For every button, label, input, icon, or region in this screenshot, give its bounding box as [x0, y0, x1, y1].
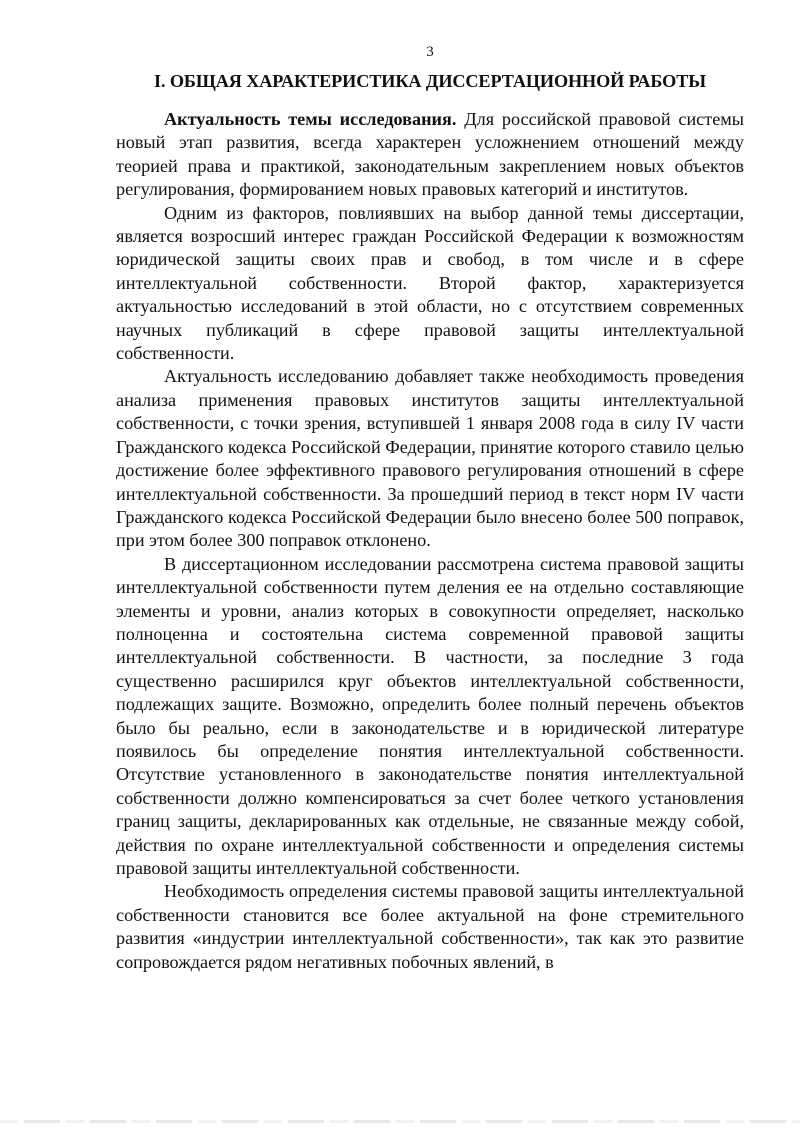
paragraph-text: Для российской правовой системы новый этап развития, всегда характерен усложнением отношений между теорией права и практикой, законодательным закреплением новых объектов регулирования, формированием новых правовых категорий и институтов. — [116, 109, 744, 200]
paragraph-factors — [116, 202, 744, 366]
page-number: 3 — [426, 44, 434, 60]
paragraph-system — [116, 553, 744, 881]
document-page — [116, 42, 744, 974]
paragraph-relevance — [116, 108, 744, 202]
paragraph-necessity — [116, 880, 744, 974]
paragraph-text: Актуальность исследованию добавляет также необходимость проведения анализа применения правовых институтов защиты интеллектуальной собственности, с точки зрения, вступившей 1 января 2008 года в силу IV части Гражданского кодекса Российской Федерации, принятие которого ставило целью достижение более эффективного правового регулирования отношений в сфере интеллектуальной собственности. За прошедший период в текст норм IV части Гражданского кодекса Российской Федерации было внесено более 500 поправок, при этом более 300 поправок отклонено. — [116, 366, 744, 551]
paragraph-text: В диссертационном исследовании рассмотрена система правовой защиты интеллектуальной собственности путем деления ее на отдельно составляющие элементы и уровни, анализ которых в совокупности определяет, насколько полноценна и состоятельна система современной правовой защиты интеллектуальной собственности. В частности, за последние 3 года существенно расширился круг объектов интеллектуальной собственности, подлежащих защите. Возможно, определить более полный перечень объектов было бы реально, если в законодательстве и в юридической литературе появилось бы определение понятия интеллектуальной собственности. Отсутствие установленного в законодательстве понятия интеллектуальной собственности должно компенсироваться за счет более четкого установления границ защиты, декларированных как отдельные, не связанные между собой, действия по охране интеллектуальной собственности и определения системы правовой защиты интеллектуальной собственности. — [116, 553, 744, 878]
paragraph-lead: Актуальность темы исследования. — [164, 109, 457, 129]
paragraph-civil-code — [116, 365, 744, 552]
section-heading: I. ОБЩАЯ ХАРАКТЕРИСТИКА ДИССЕРТАЦИОННОЙ РАБОТЫ — [154, 71, 706, 91]
scan-artifact-line — [0, 1120, 800, 1123]
paragraph-text: Одним из факторов, повлиявших на выбор данной темы диссертации, является возросший интерес граждан Российской Федерации к возможностям юридической защиты своих прав и свобод, в том числе и в сфере интеллектуальной собственности. Второй фактор, характеризуется актуальностью исследований в этой области, но с отсутствием современных научных публикаций в сфере правовой защиты интеллектуальной собственности. — [116, 202, 744, 364]
paragraph-text: Необходимость определения системы правовой защиты интеллектуальной собственности становится все более актуальной на фоне стремительного развития «индустрии интеллектуальной собственности», так как это развитие сопровождается рядом негативных побочных явлений, в — [116, 881, 744, 972]
